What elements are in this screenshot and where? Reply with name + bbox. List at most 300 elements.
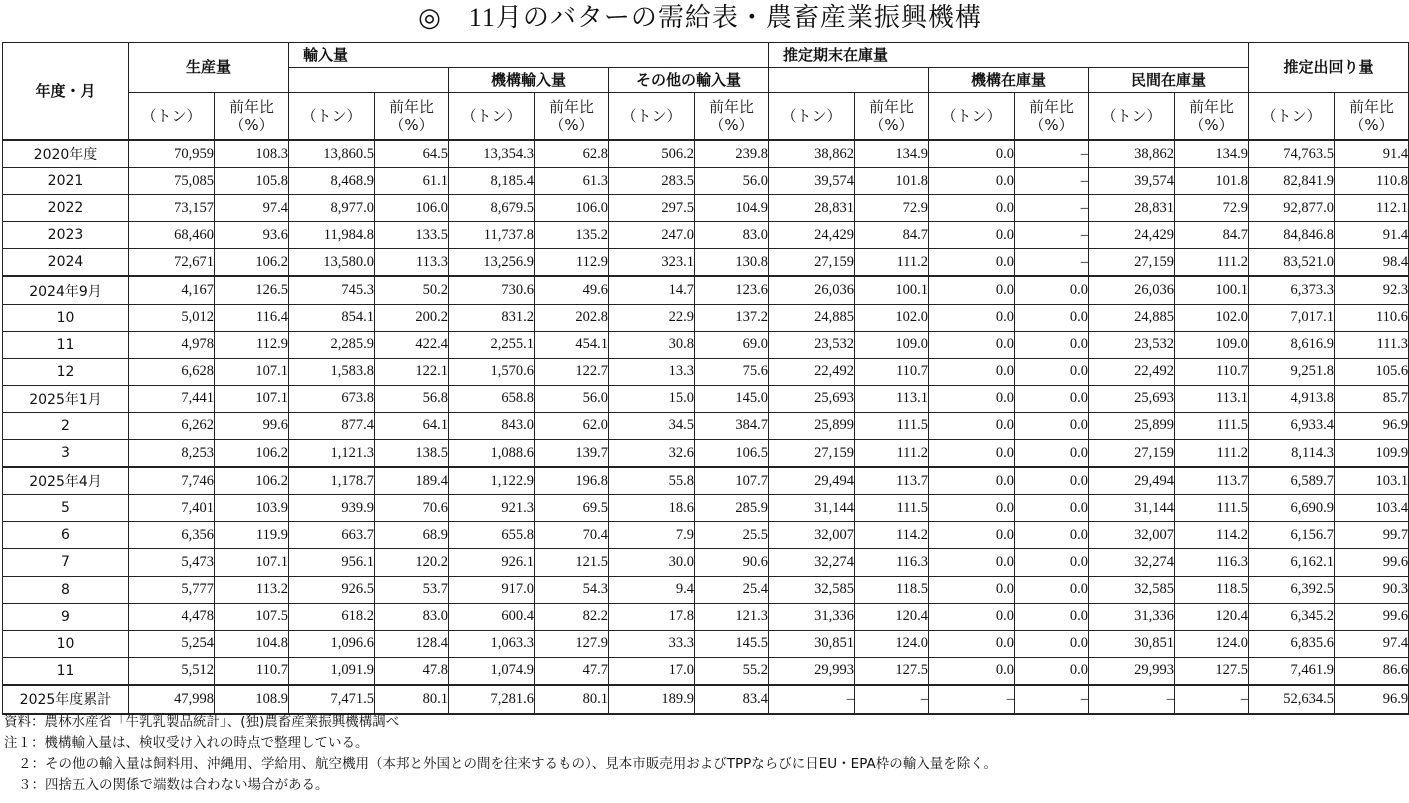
table-cell: 103.9	[215, 495, 289, 522]
table-cell: 50.2	[375, 276, 449, 304]
table-cell: 0.0	[1015, 495, 1089, 522]
header-imports: 輸入量	[289, 43, 769, 68]
table-cell: 0.0	[1015, 603, 1089, 630]
table-cell: 99.6	[1335, 549, 1409, 576]
table-cell: 843.0	[449, 412, 535, 439]
table-cell: 4,978	[129, 331, 215, 358]
table-cell: 17.8	[609, 603, 695, 630]
table-cell: 111.2	[855, 249, 929, 277]
table-cell: 0.0	[1015, 657, 1089, 685]
table-cell: 39,574	[1089, 168, 1175, 195]
table-cell: 31,144	[1089, 495, 1175, 522]
table-cell: 70.4	[535, 522, 609, 549]
table-cell: 1,091.9	[289, 657, 375, 685]
table-cell: 25.4	[695, 576, 769, 603]
table-cell: 0.0	[929, 168, 1015, 195]
header-unit-tons: （トン）	[1089, 93, 1175, 141]
header-yoy-ratio	[1335, 93, 1409, 141]
table-cell: 122.1	[375, 358, 449, 385]
header-yoy-ratio-unit: （%）	[1029, 116, 1074, 134]
table-cell: 29,494	[1089, 467, 1175, 495]
table-cell: 32,007	[769, 522, 855, 549]
table-cell: –	[1015, 249, 1089, 277]
table-cell: 106.2	[215, 249, 289, 277]
table-cell: 32,274	[769, 549, 855, 576]
row-label: 2022	[3, 195, 129, 222]
table-cell: 422.4	[375, 331, 449, 358]
table-cell: 9.4	[609, 576, 695, 603]
header-yoy-ratio-label: 前年比	[389, 98, 435, 116]
table-cell: 68,460	[129, 222, 215, 249]
table-cell: 25,899	[769, 412, 855, 439]
total-cell: –	[769, 685, 855, 714]
table-row	[3, 440, 1409, 468]
table-cell: 25.5	[695, 522, 769, 549]
table-cell: 30,851	[1089, 630, 1175, 657]
table-cell: 13,860.5	[289, 140, 375, 168]
table-cell: 69.5	[535, 495, 609, 522]
table-cell: 106.2	[215, 467, 289, 495]
table-cell: 113.7	[1175, 467, 1249, 495]
table-cell: 6,628	[129, 358, 215, 385]
table-cell: 135.2	[535, 222, 609, 249]
note-3: ３：四捨五入の関係で端数は合わない場合がある。	[18, 777, 329, 793]
table-cell: 138.5	[375, 440, 449, 468]
header-yoy-ratio-label: 前年比	[229, 98, 275, 116]
table-cell: 98.4	[1335, 249, 1409, 277]
table-cell: 0.0	[1015, 467, 1089, 495]
table-row	[3, 358, 1409, 385]
table-cell: 110.8	[1335, 168, 1409, 195]
table-cell: 11,737.8	[449, 222, 535, 249]
table-cell: 108.3	[215, 140, 289, 168]
header-private-stock: 民間在庫量	[1089, 68, 1249, 93]
table-cell: 0.0	[1015, 331, 1089, 358]
table-cell: 114.2	[1175, 522, 1249, 549]
note-source: 資料：農林水産省「牛乳乳製品統計」、(独)農畜産業振興機構調べ	[4, 714, 400, 730]
header-unit-tons: （トン）	[609, 93, 695, 141]
table-cell: 106.0	[535, 195, 609, 222]
table-cell: 126.5	[215, 276, 289, 304]
table-cell: 83.0	[375, 603, 449, 630]
table-cell: 111.5	[1175, 412, 1249, 439]
table-cell: 90.3	[1335, 576, 1409, 603]
row-label: 6	[3, 522, 129, 549]
total-label: 2025年度累計	[3, 685, 129, 714]
table-cell: 7,401	[129, 495, 215, 522]
table-cell: 31,336	[1089, 603, 1175, 630]
table-cell: 111.2	[1175, 249, 1249, 277]
table-cell: 0.0	[929, 603, 1015, 630]
table-row	[3, 304, 1409, 331]
table-cell: 90.6	[695, 549, 769, 576]
table-row	[3, 276, 1409, 304]
total-cell: 80.1	[535, 685, 609, 714]
page-title: ◎ 11月のバターの需給表・農畜産業振興機構	[418, 3, 982, 32]
header-production: 生産量	[129, 43, 289, 93]
table-cell: 69.0	[695, 331, 769, 358]
table-cell: 127.9	[535, 630, 609, 657]
total-cell: –	[1015, 685, 1089, 714]
table-cell: 127.5	[1175, 657, 1249, 685]
table-cell: 113.1	[1175, 385, 1249, 412]
table-row	[3, 522, 1409, 549]
table-cell: 32,007	[1089, 522, 1175, 549]
table-cell: 99.7	[1335, 522, 1409, 549]
table-cell: 130.8	[695, 249, 769, 277]
table-cell: 113.3	[375, 249, 449, 277]
table-cell: 128.4	[375, 630, 449, 657]
table-cell: 28,831	[769, 195, 855, 222]
table-cell: 1,088.6	[449, 440, 535, 468]
table-cell: 7,746	[129, 467, 215, 495]
row-label: 2021	[3, 168, 129, 195]
table-cell: 0.0	[929, 358, 1015, 385]
table-cell: 5,473	[129, 549, 215, 576]
table-cell: 111.5	[1175, 495, 1249, 522]
table-cell: 61.3	[535, 168, 609, 195]
table-cell: 196.8	[535, 467, 609, 495]
table-cell: 30.0	[609, 549, 695, 576]
table-cell: 62.8	[535, 140, 609, 168]
table-cell: 0.0	[929, 304, 1015, 331]
total-row	[3, 685, 1409, 714]
table-cell: 100.1	[1175, 276, 1249, 304]
header-yoy-ratio-unit: （%）	[1189, 116, 1234, 134]
table-cell: 82.2	[535, 603, 609, 630]
table-cell: 55.2	[695, 657, 769, 685]
table-row	[3, 412, 1409, 439]
table-cell: 100.1	[855, 276, 929, 304]
row-label: 2024	[3, 249, 129, 277]
table-cell: 104.8	[215, 630, 289, 657]
table-cell: 55.8	[609, 467, 695, 495]
table-cell: 29,494	[769, 467, 855, 495]
table-cell: 62.0	[535, 412, 609, 439]
table-row	[3, 603, 1409, 630]
table-cell: 120.4	[1175, 603, 1249, 630]
table-cell: 56.0	[695, 168, 769, 195]
table-cell: 454.1	[535, 331, 609, 358]
table-cell: 0.0	[929, 222, 1015, 249]
table-cell: 31,144	[769, 495, 855, 522]
header-agency-stock: 機構在庫量	[929, 68, 1089, 93]
header-unit-tons: （トン）	[1249, 93, 1335, 141]
table-cell: 4,167	[129, 276, 215, 304]
table-cell: 54.3	[535, 576, 609, 603]
table-cell: 8,114.3	[1249, 440, 1335, 468]
table-cell: 114.2	[855, 522, 929, 549]
header-spacer-imports	[289, 68, 449, 93]
table-cell: 745.3	[289, 276, 375, 304]
table-cell: 116.3	[1175, 549, 1249, 576]
table-cell: 73,157	[129, 195, 215, 222]
table-row	[3, 249, 1409, 277]
table-cell: 30,851	[769, 630, 855, 657]
table-cell: –	[1015, 168, 1089, 195]
table-cell: 2,285.9	[289, 331, 375, 358]
table-cell: 18.6	[609, 495, 695, 522]
supply-demand-table	[2, 42, 1409, 715]
table-cell: 27,159	[769, 440, 855, 468]
table-cell: 106.2	[215, 440, 289, 468]
table-cell: 75,085	[129, 168, 215, 195]
total-cell: 80.1	[375, 685, 449, 714]
table-cell: 13,580.0	[289, 249, 375, 277]
header-other-imports: その他の輸入量	[609, 68, 769, 93]
table-cell: 7,017.1	[1249, 304, 1335, 331]
table-cell: 134.9	[1175, 140, 1249, 168]
table-cell: 109.0	[855, 331, 929, 358]
table-cell: 47.7	[535, 657, 609, 685]
table-cell: 27,159	[1089, 249, 1175, 277]
table-cell: 120.4	[855, 603, 929, 630]
table-cell: 26,036	[769, 276, 855, 304]
table-cell: 2,255.1	[449, 331, 535, 358]
table-cell: 831.2	[449, 304, 535, 331]
table-cell: 123.6	[695, 276, 769, 304]
table-cell: 0.0	[929, 195, 1015, 222]
table-cell: 600.4	[449, 603, 535, 630]
table-cell: 93.6	[215, 222, 289, 249]
table-cell: –	[1015, 222, 1089, 249]
table-cell: 113.1	[855, 385, 929, 412]
table-cell: 23,532	[769, 331, 855, 358]
table-cell: 655.8	[449, 522, 535, 549]
table-cell: 91.4	[1335, 222, 1409, 249]
table-cell: 283.5	[609, 168, 695, 195]
table-cell: 6,156.7	[1249, 522, 1335, 549]
table-cell: 72.9	[855, 195, 929, 222]
table-cell: 0.0	[929, 440, 1015, 468]
table-row	[3, 385, 1409, 412]
table-cell: 22.9	[609, 304, 695, 331]
table-cell: 64.1	[375, 412, 449, 439]
table-cell: 68.9	[375, 522, 449, 549]
table-row	[3, 140, 1409, 168]
table-cell: 120.2	[375, 549, 449, 576]
header-yoy-ratio-label: 前年比	[549, 98, 595, 116]
table-cell: 103.4	[1335, 495, 1409, 522]
table-cell: 105.6	[1335, 358, 1409, 385]
table-cell: 0.0	[929, 657, 1015, 685]
table-cell: 13,354.3	[449, 140, 535, 168]
table-cell: 7,441	[129, 385, 215, 412]
table-cell: 111.5	[855, 412, 929, 439]
table-row	[3, 657, 1409, 685]
table-cell: 730.6	[449, 276, 535, 304]
table-cell: 921.3	[449, 495, 535, 522]
row-label: 9	[3, 603, 129, 630]
total-cell: –	[1175, 685, 1249, 714]
row-label: 2020年度	[3, 140, 129, 168]
table-cell: 124.0	[1175, 630, 1249, 657]
table-cell: 110.7	[1175, 358, 1249, 385]
table-cell: 92.3	[1335, 276, 1409, 304]
table-cell: 110.7	[215, 657, 289, 685]
table-row	[3, 195, 1409, 222]
table-cell: 101.8	[855, 168, 929, 195]
table-cell: 112.9	[535, 249, 609, 277]
table-cell: 116.3	[855, 549, 929, 576]
table-cell: 111.3	[1335, 331, 1409, 358]
table-cell: 23,532	[1089, 331, 1175, 358]
table-cell: 84.7	[855, 222, 929, 249]
table-cell: 0.0	[929, 576, 1015, 603]
table-cell: 127.5	[855, 657, 929, 685]
header-yoy-ratio	[1175, 93, 1249, 141]
table-row	[3, 467, 1409, 495]
note-1: 注１：機構輸入量は、検収受け入れの時点で整理している。	[4, 735, 369, 751]
table-cell: 5,012	[129, 304, 215, 331]
table-cell: 39,574	[769, 168, 855, 195]
table-cell: 0.0	[1015, 576, 1089, 603]
table-cell: 1,096.6	[289, 630, 375, 657]
table-cell: 0.0	[1015, 358, 1089, 385]
table-cell: 14.7	[609, 276, 695, 304]
total-cell: 108.9	[215, 685, 289, 714]
table-cell: 101.8	[1175, 168, 1249, 195]
table-cell: 297.5	[609, 195, 695, 222]
table-cell: 72,671	[129, 249, 215, 277]
table-cell: 854.1	[289, 304, 375, 331]
table-cell: 0.0	[929, 412, 1015, 439]
table-cell: 939.9	[289, 495, 375, 522]
table-cell: 25,899	[1089, 412, 1175, 439]
table-cell: 102.0	[855, 304, 929, 331]
table-cell: 202.8	[535, 304, 609, 331]
table-cell: 11,984.8	[289, 222, 375, 249]
table-cell: 86.6	[1335, 657, 1409, 685]
table-row	[3, 495, 1409, 522]
table-cell: 24,429	[1089, 222, 1175, 249]
table-cell: 0.0	[1015, 304, 1089, 331]
table-cell: 74,763.5	[1249, 140, 1335, 168]
table-cell: 53.7	[375, 576, 449, 603]
table-row	[3, 630, 1409, 657]
table-cell: 17.0	[609, 657, 695, 685]
row-label: 2023	[3, 222, 129, 249]
table-cell: 92,877.0	[1249, 195, 1335, 222]
table-cell: 6,262	[129, 412, 215, 439]
table-cell: 8,977.0	[289, 195, 375, 222]
table-cell: 32,585	[769, 576, 855, 603]
table-cell: 673.8	[289, 385, 375, 412]
table-cell: 6,162.1	[1249, 549, 1335, 576]
table-cell: 85.7	[1335, 385, 1409, 412]
header-yoy-ratio-unit: （%）	[229, 116, 274, 134]
row-label: 7	[3, 549, 129, 576]
table-cell: 0.0	[1015, 412, 1089, 439]
table-cell: 112.9	[215, 331, 289, 358]
header-unit-tons: （トン）	[129, 93, 215, 141]
row-label: 2	[3, 412, 129, 439]
table-cell: 139.7	[535, 440, 609, 468]
table-cell: 32,274	[1089, 549, 1175, 576]
table-cell: 38,862	[1089, 140, 1175, 168]
table-cell: 107.1	[215, 385, 289, 412]
table-cell: 107.1	[215, 358, 289, 385]
table-cell: 189.4	[375, 467, 449, 495]
header-est-shipment: 推定出回り量	[1249, 43, 1409, 93]
table-cell: 285.9	[695, 495, 769, 522]
table-cell: 107.5	[215, 603, 289, 630]
table-cell: 877.4	[289, 412, 375, 439]
total-cell: 83.4	[695, 685, 769, 714]
table-row	[3, 331, 1409, 358]
header-yoy-ratio	[215, 93, 289, 141]
table-cell: 109.0	[1175, 331, 1249, 358]
table-cell: 118.5	[855, 576, 929, 603]
table-cell: 122.7	[535, 358, 609, 385]
table-cell: 29,993	[1089, 657, 1175, 685]
table-cell: 0.0	[929, 385, 1015, 412]
table-cell: 34.5	[609, 412, 695, 439]
header-yoy-ratio-unit: （%）	[869, 116, 914, 134]
table-cell: 110.6	[1335, 304, 1409, 331]
header-yoy-ratio	[535, 93, 609, 141]
table-cell: 1,122.9	[449, 467, 535, 495]
table-cell: 4,913.8	[1249, 385, 1335, 412]
table-cell: 107.7	[695, 467, 769, 495]
table-cell: 56.0	[535, 385, 609, 412]
table-cell: 112.1	[1335, 195, 1409, 222]
table-cell: 49.6	[535, 276, 609, 304]
header-period: 年度・月	[3, 43, 129, 141]
row-label: 2025年4月	[3, 467, 129, 495]
table-cell: 113.2	[215, 576, 289, 603]
table-row	[3, 576, 1409, 603]
note-2: ２：その他の輸入量は飼料用、沖縄用、学給用、航空機用（本邦と外国との間を往来するもの）、見本市販売用およびTPPならびに日EU・EPA枠の輸入量を除く。	[18, 756, 997, 772]
table-cell: 13.3	[609, 358, 695, 385]
header-yoy-ratio-label: 前年比	[1029, 98, 1075, 116]
table-cell: 7,461.9	[1249, 657, 1335, 685]
header-unit-tons: （トン）	[289, 93, 375, 141]
table-cell: 0.0	[929, 467, 1015, 495]
table-cell: 111.2	[1175, 440, 1249, 468]
table-cell: 61.1	[375, 168, 449, 195]
table-cell: 0.0	[1015, 522, 1089, 549]
table-cell: 145.5	[695, 630, 769, 657]
table-cell: 6,356	[129, 522, 215, 549]
header-yoy-ratio-label: 前年比	[709, 98, 755, 116]
table-cell: 133.5	[375, 222, 449, 249]
table-cell: 1,570.6	[449, 358, 535, 385]
table-cell: 0.0	[929, 522, 1015, 549]
table-cell: 506.2	[609, 140, 695, 168]
table-cell: 8,679.5	[449, 195, 535, 222]
header-unit-tons: （トン）	[769, 93, 855, 141]
row-label: 3	[3, 440, 129, 468]
table-cell: 917.0	[449, 576, 535, 603]
row-label: 12	[3, 358, 129, 385]
total-cell: 47,998	[129, 685, 215, 714]
table-cell: 0.0	[929, 331, 1015, 358]
table-cell: 239.8	[695, 140, 769, 168]
table-cell: 111.5	[855, 495, 929, 522]
table-cell: 7.9	[609, 522, 695, 549]
table-cell: 1,074.9	[449, 657, 535, 685]
header-yoy-ratio-label: 前年比	[1189, 98, 1235, 116]
table-cell: 8,616.9	[1249, 331, 1335, 358]
row-label: 10	[3, 630, 129, 657]
table-cell: 38,862	[769, 140, 855, 168]
table-cell: 107.1	[215, 549, 289, 576]
total-cell: –	[1089, 685, 1175, 714]
total-cell: 7,471.5	[289, 685, 375, 714]
table-cell: 30.8	[609, 331, 695, 358]
table-cell: 4,478	[129, 603, 215, 630]
